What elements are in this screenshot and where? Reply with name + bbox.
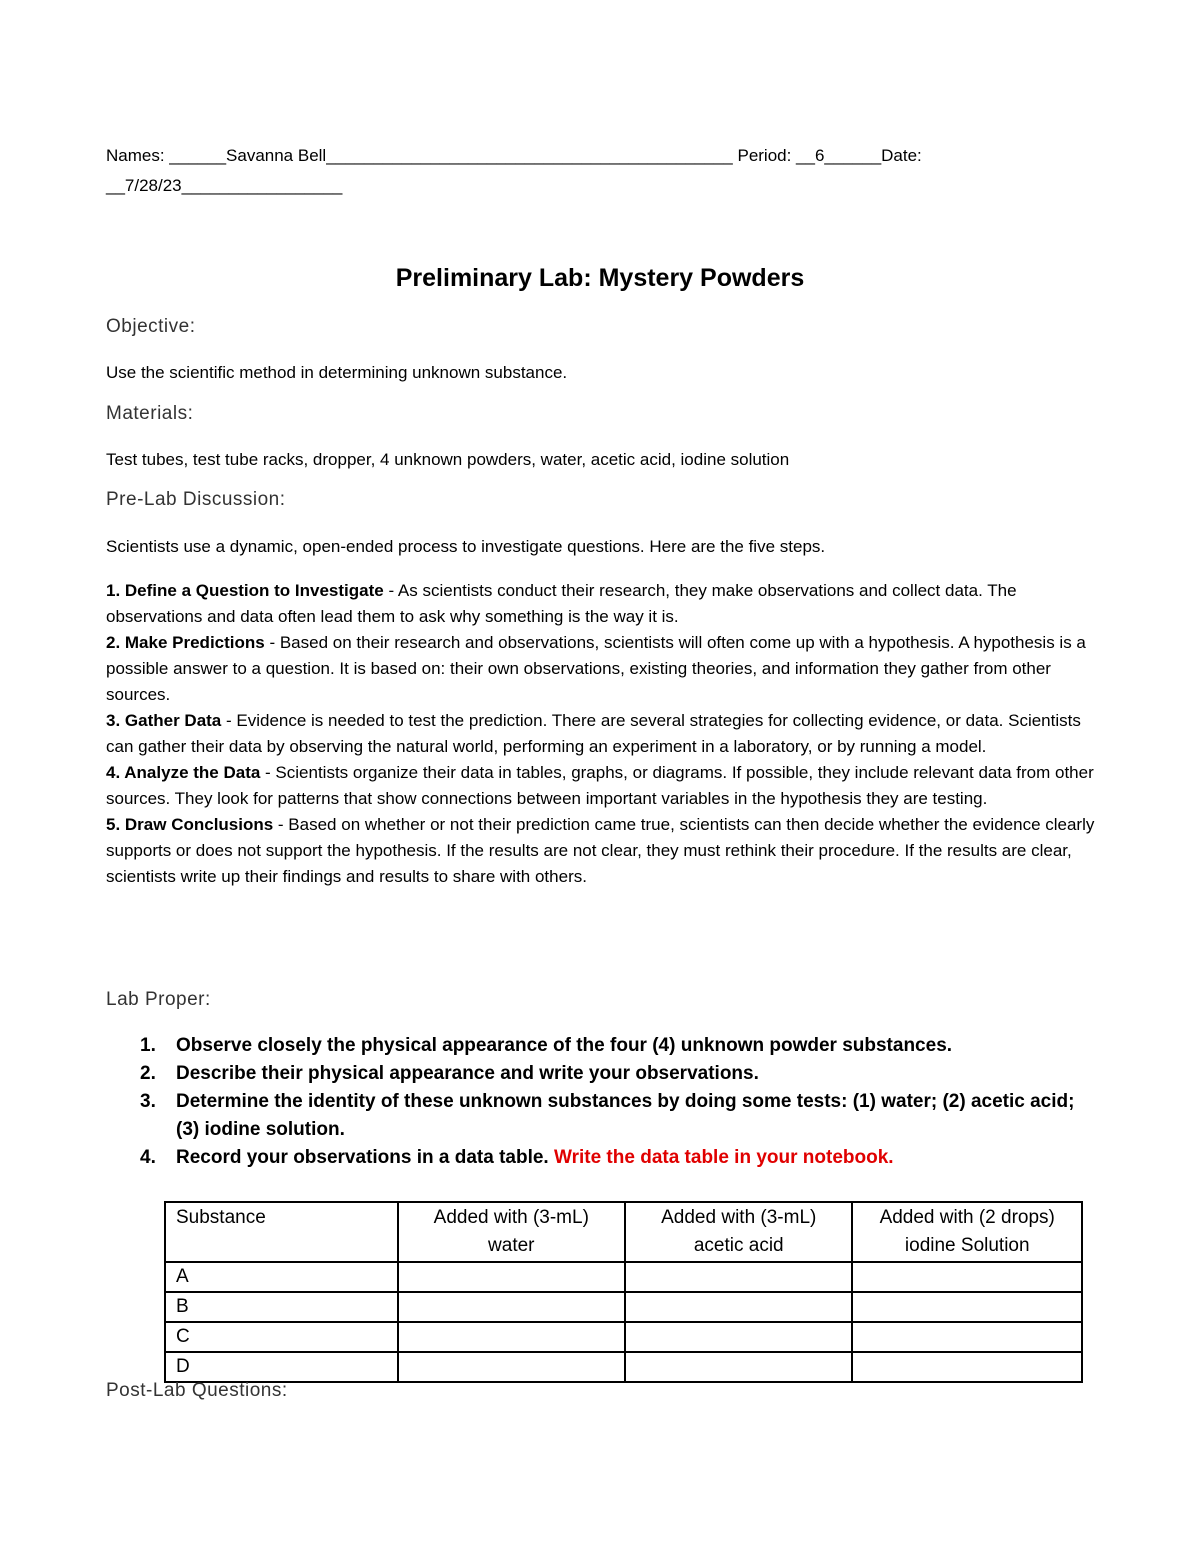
table-cell[interactable] <box>398 1292 625 1322</box>
page-title: Preliminary Lab: Mystery Powders <box>395 264 805 292</box>
prelab-step <box>106 760 1096 812</box>
item-text: Record your observations in a data table. <box>176 1147 554 1168</box>
table-cell[interactable] <box>398 1322 625 1352</box>
lab-proper-item <box>140 1088 1090 1144</box>
observation-data-table <box>164 1201 1083 1383</box>
table-cell[interactable] <box>625 1292 852 1322</box>
lab-proper-heading: Lab Proper: <box>106 989 211 1010</box>
header-names-period-date: Names: ______Savanna Bell___________________________________________ Period: __6______Date: <box>106 146 922 165</box>
table-cell: C <box>165 1322 398 1352</box>
table-cell: D <box>165 1352 398 1382</box>
item-text: Describe their physical appearance and write your observations. <box>176 1063 759 1084</box>
item-number: 1. <box>140 1035 156 1056</box>
table-header-cell: Added with (3-mL) water <box>398 1202 625 1262</box>
step-title: 3. Gather Data <box>106 711 222 730</box>
prelab-step <box>106 578 1096 630</box>
step-title: 2. Make Predictions <box>106 633 265 652</box>
lab-proper-list <box>140 1032 1090 1172</box>
prelab-step <box>106 630 1096 708</box>
materials-heading: Materials: <box>106 403 194 424</box>
step-text: - Evidence is needed to test the prediction. There are several strategies for collecting evidence, or data. Scientists can gather their data by observing the natural world, performing an experiment in a laboratory, or by running a model. <box>106 711 1081 756</box>
table-cell: A <box>165 1262 398 1292</box>
step-title: 1. Define a Question to Investigate <box>106 581 384 600</box>
objective-heading: Objective: <box>106 316 196 337</box>
prelab-step <box>106 812 1096 890</box>
step-title: 5. Draw Conclusions <box>106 815 274 834</box>
table-header-cell: Added with (2 drops) iodine Solution <box>852 1202 1082 1262</box>
postlab-heading: Post-Lab Questions: <box>106 1380 288 1401</box>
table-row <box>165 1352 1082 1382</box>
table-row <box>165 1292 1082 1322</box>
table-row <box>165 1322 1082 1352</box>
prelab-step <box>106 708 1096 760</box>
table-row <box>165 1262 1082 1292</box>
step-text: - Based on whether or not their prediction came true, scientists can then decide whether the evidence clearly supports or does not support the hypothesis. If the results are not clear, they must rethink their procedure. If the results are clear, scientists write up their findings and results to share with others. <box>106 815 1095 886</box>
table-header-row <box>165 1202 1082 1262</box>
materials-text: Test tubes, test tube racks, dropper, 4 unknown powders, water, acetic acid, iodine solution <box>106 450 790 469</box>
table-cell[interactable] <box>398 1352 625 1382</box>
lab-proper-item <box>140 1032 1090 1060</box>
table-cell[interactable] <box>852 1262 1082 1292</box>
table-header-cell: Added with (3-mL) acetic acid <box>625 1202 852 1262</box>
table-cell[interactable] <box>398 1262 625 1292</box>
item-text: Observe closely the physical appearance of the four (4) unknown powder substances. <box>176 1035 953 1056</box>
header-date-value: __7/28/23_________________ <box>106 176 343 195</box>
table-cell[interactable] <box>852 1352 1082 1382</box>
table-cell[interactable] <box>625 1262 852 1292</box>
table-cell[interactable] <box>852 1292 1082 1322</box>
table-cell[interactable] <box>625 1322 852 1352</box>
lab-proper-item <box>140 1060 1090 1088</box>
objective-text: Use the scientific method in determining unknown substance. <box>106 363 568 382</box>
table-cell[interactable] <box>625 1352 852 1382</box>
prelab-intro: Scientists use a dynamic, open-ended process to investigate questions. Here are the five steps. <box>106 537 826 556</box>
step-text: - Based on their research and observations, scientists will often come up with a hypothesis. A hypothesis is a possible answer to a question. It is based on: their own observations, existing theories, and information they gather from other sources. <box>106 633 1086 704</box>
step-text: - As scientists conduct their research, they make observations and collect data. The observations and data often lead them to ask why something is the way it is. <box>106 581 1017 626</box>
lab-proper-item <box>140 1144 1090 1172</box>
item-number: 4. <box>140 1147 156 1168</box>
notebook-instruction: Write the data table in your notebook. <box>554 1147 894 1168</box>
step-text: - Scientists organize their data in tables, graphs, or diagrams. If possible, they include relevant data from other sources. They look for patterns that show connections between important variables in the hypothesis they are testing. <box>106 763 1094 808</box>
item-number: 3. <box>140 1091 156 1112</box>
table-cell[interactable] <box>852 1322 1082 1352</box>
step-title: 4. Analyze the Data <box>106 763 261 782</box>
table-cell: B <box>165 1292 398 1322</box>
prelab-steps <box>106 578 1096 890</box>
item-number: 2. <box>140 1063 156 1084</box>
table-header-cell: Substance <box>165 1202 398 1262</box>
prelab-heading: Pre-Lab Discussion: <box>106 489 286 510</box>
item-text: Determine the identity of these unknown substances by doing some tests: (1) water; (2) acetic acid; (3) iodine solution. <box>176 1091 1075 1140</box>
